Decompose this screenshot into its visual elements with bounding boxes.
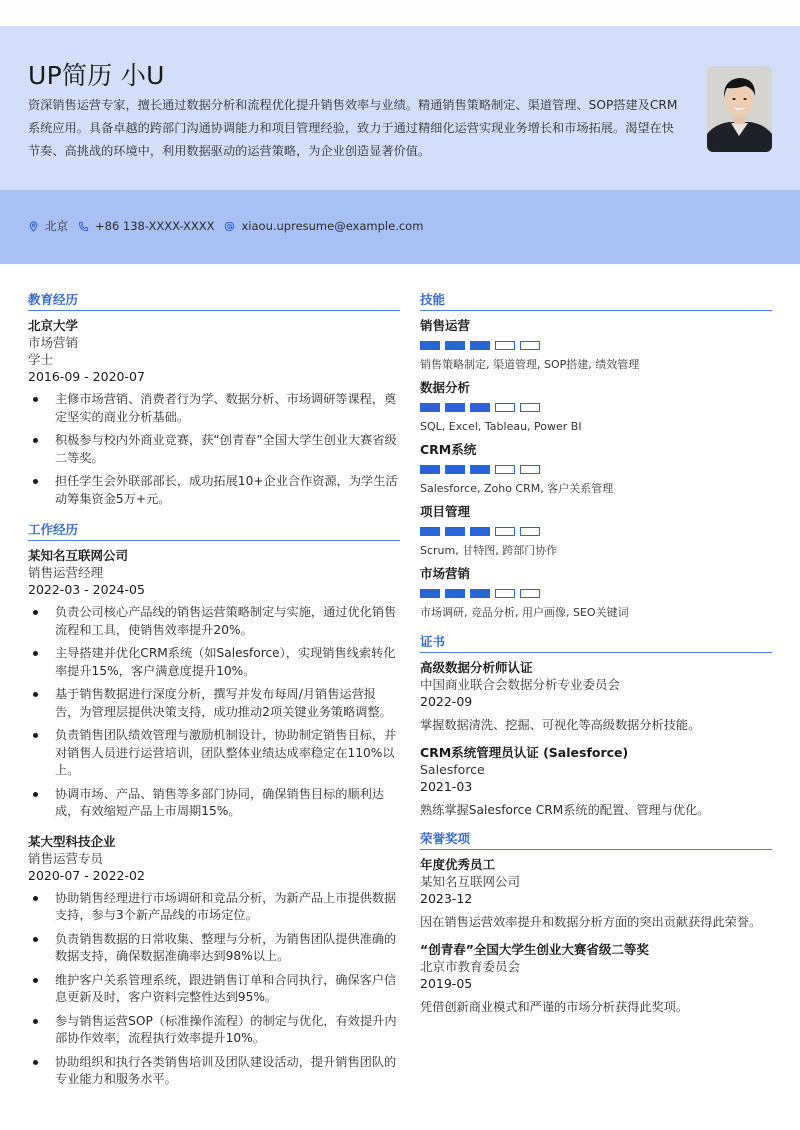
contact-list [28,218,423,234]
education-bullets [28,391,400,508]
level-empty [495,341,515,350]
skill-keywords: 市场调研, 竞品分析, 用户画像, SEO关键词 [420,606,629,619]
award-date: 2019-05 [420,976,473,991]
work-dates: 2020-07 - 2022-02 [28,867,145,883]
contact-location [28,218,68,234]
level-filled [470,341,490,350]
certificate-desc: 熟练掌握Salesforce CRM系统的配置、管理与优化。 [420,803,710,817]
job-role: 销售运营经理 [28,565,104,580]
work-bullets [28,890,400,1089]
work-section [28,520,400,1089]
skill-name: 市场营销 [420,566,471,581]
certificate-date: 2021-03 [420,779,473,794]
skill-level-bar [420,403,772,412]
level-filled [420,403,440,412]
skill-keywords: SQL, Excel, Tableau, Power BI [420,420,582,433]
contact-phone[interactable] [78,219,214,233]
awards-section [420,829,772,1018]
level-filled [445,589,465,598]
phone-text: +86 138-XXXX-XXXX [95,219,215,233]
bullet-item: 协助销售经理进行市场调研和竞品分析，为新产品上市提供数据支持，参与3个新产品线的市场定位。 [28,890,400,925]
skill-item [420,317,772,372]
certificate-name: 高级数据分析师认证 [420,660,533,675]
certificate-item [420,744,772,821]
work-dates: 2022-03 - 2024-05 [28,582,145,597]
education-dates: 2016-09 - 2020-07 [28,369,145,384]
level-empty [495,465,515,474]
section-title-skills: 技能 [420,290,772,311]
level-empty [495,527,515,536]
education-section [28,290,400,508]
work-entry [28,833,400,1089]
section-title-certificates: 证书 [420,632,772,653]
level-filled [445,465,465,474]
award-name: 年度优秀员工 [420,857,496,872]
skill-item [420,441,772,496]
level-empty [520,527,540,536]
candidate-name: UP简历 小U [28,61,165,90]
right-column [420,290,772,1026]
skill-level-bar [420,341,772,350]
bullet-item: 负责销售数据的日常收集、整理与分析，为销售团队提供准确的数据支持，确保数据准确率达到98%以上。 [28,931,400,966]
at-sign-icon [224,221,235,232]
phone-icon [78,221,89,232]
skill-name: 数据分析 [420,380,471,395]
bullet-item: 协调市场、产品、销售等多部门协同，确保销售目标的顺利达成，有效缩短产品上市周期15%。 [28,786,400,821]
level-filled [420,465,440,474]
bullet-item: 基于销售数据进行深度分析，撰写并发布每周/月销售运营报告，为管理层提供决策支持，成功推动2项关键业务策略调整。 [28,686,400,721]
award-item [420,941,772,1018]
award-name: “创青春”全国大学生创业大赛省级二等奖 [420,942,649,957]
bullet-item: 参与销售运营SOP（标准操作流程）的制定与优化，有效提升内部协作效率，流程执行效率提升10%。 [28,1013,400,1048]
level-filled [420,589,440,598]
work-bullets [28,604,400,821]
level-empty [520,403,540,412]
section-title-work: 工作经历 [28,520,400,541]
level-filled [420,341,440,350]
certificate-name: CRM系统管理员认证 (Salesforce) [420,745,629,760]
bullet-item: 担任学生会外联部部长，成功拓展10+企业合作资源，为学生活动筹集资金5万+元。 [28,473,400,508]
profile-summary: 资深销售运营专家，擅长通过数据分析和流程优化提升销售效率与业绩。精通销售策略制定、渠道管理、SOP搭建及CRM系统应用。具备卓越的跨部门沟通协调能力和项目管理经验，致力于通过精细化运营实现业务增长和市场拓展。渴望在快节奏、高挑战的环境中，利用数据驱动的运营策略，为企业创造显著价值。 [28,98,678,158]
level-filled [445,403,465,412]
award-desc: 因在销售运营效率提升和数据分析方面的突出贡献获得此荣誉。 [420,915,762,929]
location-pin-icon [28,221,39,232]
skill-level-bar [420,527,772,536]
certificate-item [420,659,772,736]
school-name: 北京大学 [28,318,79,333]
award-date: 2023-12 [420,891,473,906]
certificates-section [420,632,772,821]
bullet-item: 主导搭建并优化CRM系统（如Salesforce），实现销售线索转化率提升15%，客户满意度提升10%。 [28,645,400,680]
resume-header [0,26,800,190]
level-empty [520,341,540,350]
work-entry [28,547,400,821]
level-empty [520,465,540,474]
skill-keywords: Scrum, 甘特图, 跨部门协作 [420,544,558,557]
award-desc: 凭借创新商业模式和严谨的市场分析获得此奖项。 [420,1000,689,1014]
company-name: 某大型科技企业 [28,833,116,849]
level-filled [470,527,490,536]
level-empty [520,589,540,598]
avatar-photo-icon [707,66,772,152]
avatar [707,66,772,152]
bullet-item: 协助组织和执行各类销售培训及团队建设活动，提升销售团队的专业能力和服务水平。 [28,1054,400,1089]
level-filled [470,589,490,598]
award-issuer: 北京市教育委员会 [420,959,521,974]
section-title-education: 教育经历 [28,290,400,311]
certificate-date: 2022-09 [420,694,473,709]
major: 市场营销 [28,335,79,350]
certificate-issuer: 中国商业联合会数据分析专业委员会 [420,677,621,692]
contact-bar [0,190,800,264]
location-text: 北京 [45,219,68,233]
skill-item [420,565,772,620]
bullet-item: 积极参与校内外商业竞赛，获“创青春”全国大学生创业大赛省级二等奖。 [28,432,400,467]
level-empty [495,403,515,412]
bullet-item: 维护客户关系管理系统，跟进销售订单和合同执行，确保客户信息更新及时，客户资料完整性达到95%。 [28,972,400,1007]
bullet-item: 主修市场营销、消费者行为学、数据分析、市场调研等课程，奠定坚实的商业分析基础。 [28,391,400,426]
level-empty [495,589,515,598]
skill-keywords: 销售策略制定, 渠道管理, SOP搭建, 绩效管理 [420,358,640,371]
bullet-item: 负责公司核心产品线的销售运营策略制定与实施，通过优化销售流程和工具，使销售效率提升20%。 [28,604,400,639]
skill-level-bar [420,465,772,474]
level-filled [470,465,490,474]
level-filled [470,403,490,412]
education-entry [28,317,400,508]
left-column [28,290,400,1095]
degree: 学士 [28,352,54,367]
contact-email[interactable] [224,219,423,233]
job-role: 销售运营专员 [28,850,104,866]
certificate-desc: 掌握数据清洗、挖掘、可视化等高级数据分析技能。 [420,718,701,732]
company-name: 某知名互联网公司 [28,548,129,563]
skills-section [420,290,772,620]
skill-item [420,379,772,434]
skill-name: 项目管理 [420,504,471,519]
certificate-issuer: Salesforce [420,762,485,777]
skill-name: CRM系统 [420,442,477,457]
level-filled [445,527,465,536]
award-item [420,856,772,933]
email-text: xiaou.upresume@example.com [241,219,424,233]
page-top-margin [0,0,800,26]
skill-item [420,503,772,558]
skill-keywords: Salesforce, Zoho CRM, 客户关系管理 [420,482,614,495]
award-issuer: 某知名互联网公司 [420,874,521,889]
skill-level-bar [420,589,772,598]
section-title-awards: 荣誉奖项 [420,829,772,850]
level-filled [420,527,440,536]
skill-name: 销售运营 [420,318,471,333]
level-filled [445,341,465,350]
bullet-item: 负责销售团队绩效管理与激励机制设计，协助制定销售目标，并对销售人员进行运营培训，团队整体业绩达成率稳定在110%以上。 [28,727,400,780]
